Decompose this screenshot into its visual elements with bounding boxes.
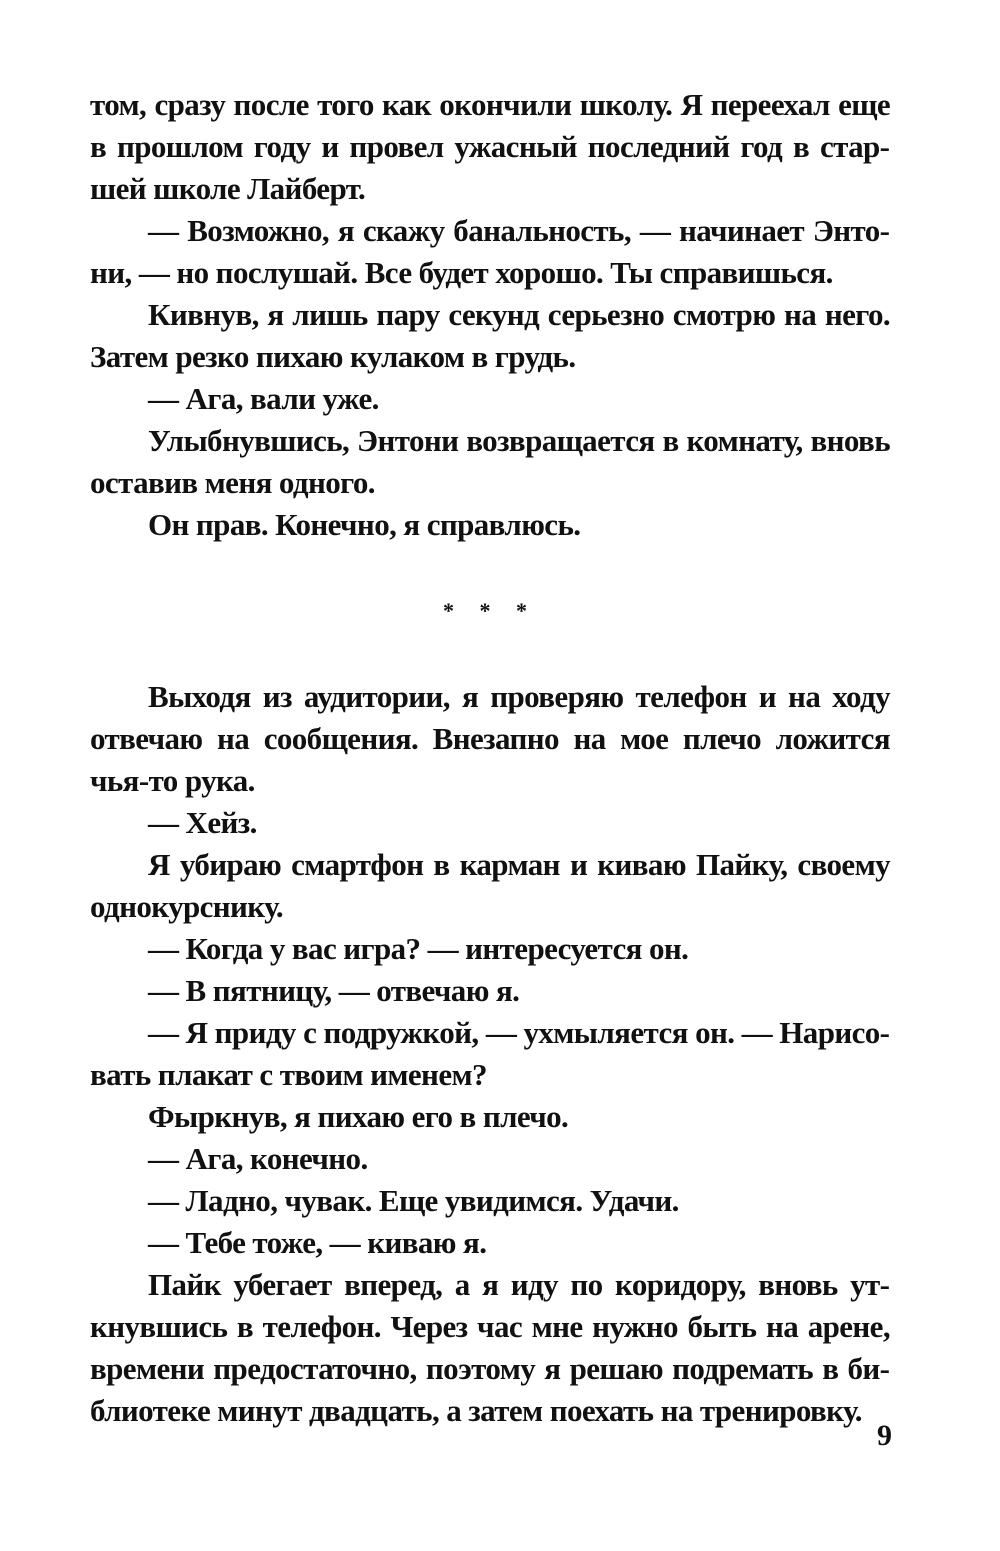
paragraph: Я убираю смартфон в карман и киваю Пайку, своему однокурснику. — [90, 847, 890, 924]
paragraph: — Ага, вали уже. — [148, 381, 379, 416]
paragraph: — В пятницу, — отвечаю я. — [148, 973, 520, 1008]
page-number: 9 — [877, 1419, 892, 1452]
paragraph: Фыркнув, я пихаю его в плечо. — [148, 1099, 569, 1134]
paragraph: — Ладно, чувак. Еще увидимся. Удачи. — [148, 1183, 679, 1218]
paragraph: — Я приду с подружкой, — ухмыляется он. — Нарисовать плакат с твоим именем? — [90, 1015, 890, 1092]
paragraph: — Возможно, я скажу банальность, — начинает Энтони, — но послушай. Все будет хорошо. Ты справишься. — [90, 213, 890, 290]
paragraph: — Тебе тоже, — киваю я. — [148, 1225, 487, 1260]
section-separator: * * * — [443, 598, 537, 623]
paragraph: Улыбнувшись, Энтони возвращается в комнату, вновь оставив меня одного. — [90, 423, 890, 500]
paragraph: Кивнув, я лишь пару секунд серьезно смотрю на него. Затем резко пихаю кулаком в грудь. — [90, 297, 890, 374]
page-body — [90, 84, 890, 1432]
paragraph: — Ага, конечно. — [148, 1141, 368, 1176]
paragraph: Он прав. Конечно, я справлюсь. — [148, 507, 581, 542]
paragraph: — Хейз. — [148, 805, 257, 840]
paragraph: Выходя из аудитории, я проверяю телефон и на ходу отвечаю на сообщения. Внезапно на мое плечо ложится чья-то рука. — [90, 679, 890, 798]
paragraph: Пайк убегает вперед, а я иду по коридору, вновь уткнувшись в телефон. Через час мне нужно быть на арене, времени предостаточно, поэтому я решаю подремать в библиотеке минут двадцать, а затем поехать на тренировку. — [90, 1267, 890, 1428]
paragraph: — Когда у вас игра? — интересуется он. — [148, 931, 689, 966]
paragraph: том, сразу после того как окончили школу. Я переехал еще в прошлом году и провел ужасный последний год в старшей школе Лайберт. — [90, 87, 890, 206]
